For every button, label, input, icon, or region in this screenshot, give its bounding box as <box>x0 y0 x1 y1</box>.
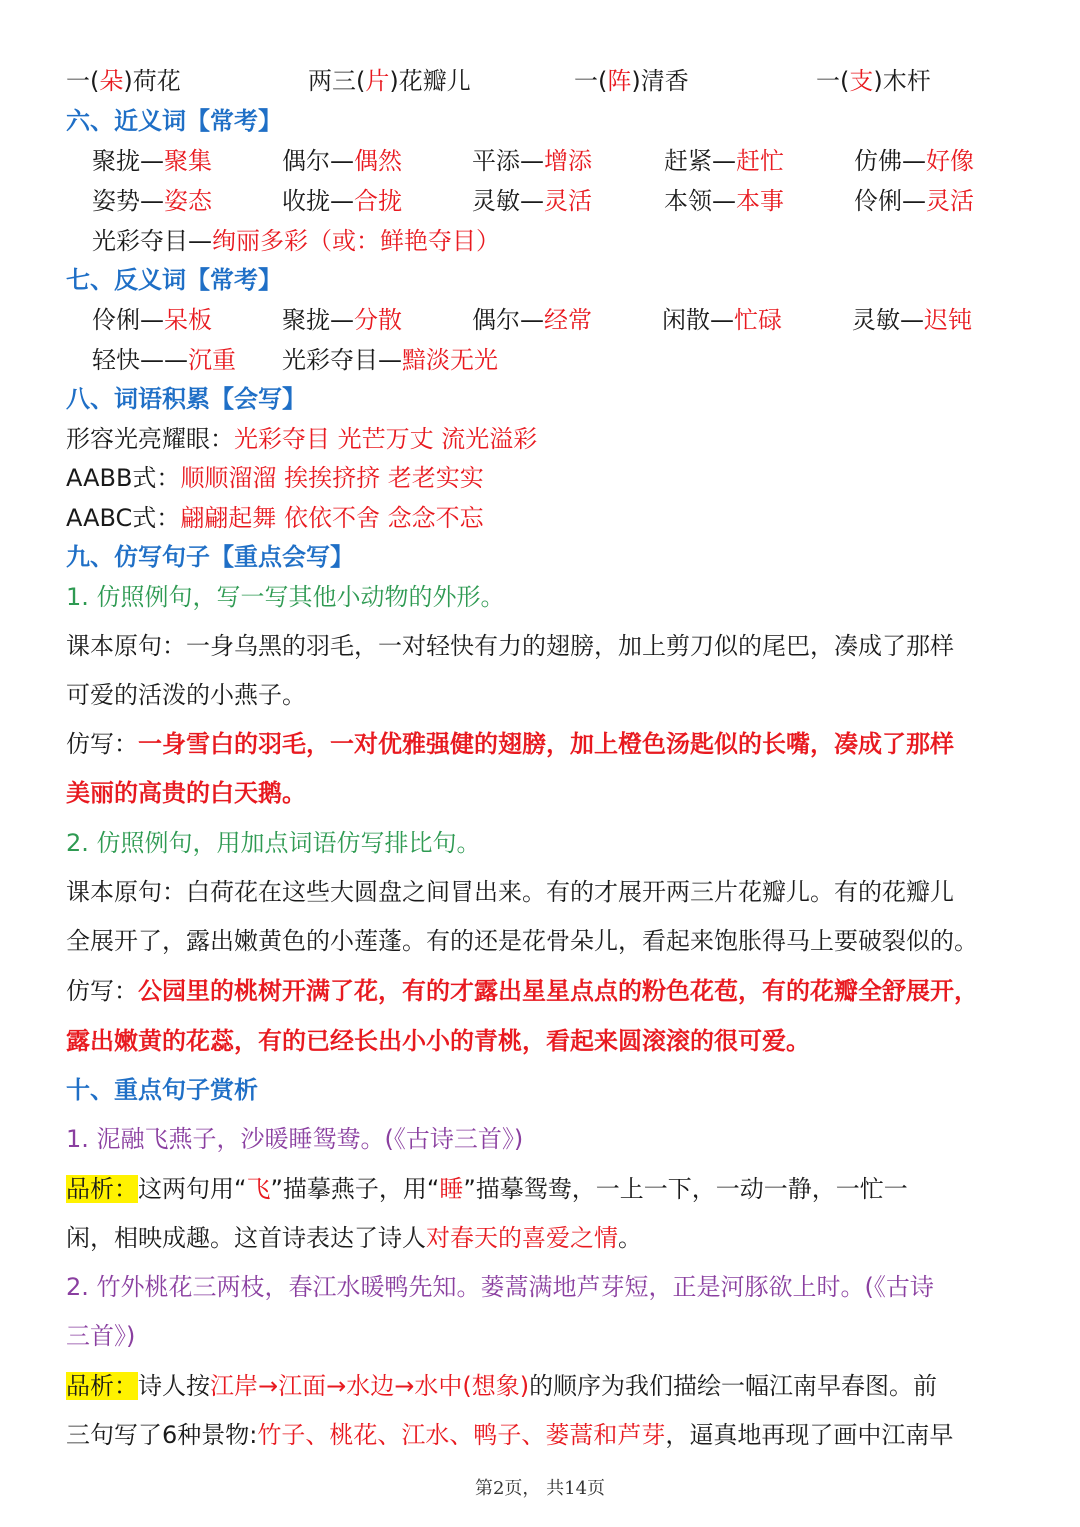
antonym-pair: 伶俐—呆板 <box>92 306 212 334</box>
synonym-pair: 平添—增添 <box>472 147 592 175</box>
section-heading-synonyms: 六、近义词【常考】 <box>66 107 282 135</box>
section-heading-vocabulary: 八、词语积累【会写】 <box>66 385 306 413</box>
section-heading-analysis: 十、重点句子赏析 <box>66 1076 258 1104</box>
analysis-2: 品析：诗人按江岸→江面→水边→水中(想象)的顺序为我们描绘一幅江南早春图。前 <box>66 1372 938 1400</box>
vocab-line: AABC式：翩翩起舞 依依不舍 念念不忘 <box>66 504 484 532</box>
synonym-pair: 赶紧—赶忙 <box>664 147 784 175</box>
synonym-pair: 收拢—合拢 <box>282 187 402 215</box>
synonym-row: 光彩夺目—绚丽多彩（或：鲜艳夺目） <box>92 227 500 255</box>
imitation-1: 仿写：一身雪白的羽毛，一对优雅强健的翅膀，加上橙色汤匙似的长嘴，凑成了那样 <box>66 730 954 758</box>
original-sentence-1-cont: 可爱的活泼的小燕子。 <box>66 681 306 709</box>
synonym-pair: 姿势—姿态 <box>92 187 212 215</box>
section-heading-antonyms: 七、反义词【常考】 <box>66 266 282 294</box>
original-sentence-2: 课本原句：白荷花在这些大圆盘之间冒出来。有的才展开两三片花瓣儿。有的花瓣儿 <box>66 878 954 906</box>
antonym-pair: 聚拢—分散 <box>282 306 402 334</box>
imitation-2: 仿写：公园里的桃树开满了花，有的才露出星星点点的粉色花苞，有的花瓣全舒展开， <box>66 977 978 1005</box>
poem-2: 2. 竹外桃花三两枝，春江水暖鸭先知。蒌蒿满地芦芽短，正是河豚欲上时。(《古诗 <box>66 1273 934 1301</box>
section-heading-imitation: 九、仿写句子【重点会写】 <box>66 543 354 571</box>
antonym-pair: 轻快——沉重 <box>92 346 236 374</box>
measure-item: 一(支)木杆 <box>816 67 931 95</box>
question-2: 2. 仿照例句，用加点词语仿写排比句。 <box>66 829 481 857</box>
synonym-pair: 仿佛—好像 <box>854 147 974 175</box>
original-sentence-2-cont: 全展开了，露出嫩黄色的小莲蓬。有的还是花骨朵儿，看起来饱胀得马上要破裂似的。 <box>66 927 978 955</box>
analysis-2-cont: 三句写了6种景物:竹子、桃花、江水、鸭子、蒌蒿和芦芽，逼真地再现了画中江南早 <box>66 1421 954 1449</box>
page-footer: 第2页， 共14页 <box>474 1478 606 1499</box>
synonym-pair: 聚拢—聚集 <box>92 147 212 175</box>
original-sentence-1: 课本原句：一身乌黑的羽毛，一对轻快有力的翅膀，加上剪刀似的尾巴，凑成了那样 <box>66 632 954 660</box>
analysis-1-cont: 闲，相映成趣。这首诗表达了诗人对春天的喜爱之情。 <box>66 1224 642 1252</box>
synonym-pair: 本领—本事 <box>664 187 784 215</box>
synonym-pair: 伶俐—灵活 <box>854 187 974 215</box>
antonym-pair: 偶尔—经常 <box>472 306 592 334</box>
synonym-pair: 偶尔—偶然 <box>282 147 402 175</box>
measure-item: 两三(片)花瓣儿 <box>308 67 471 95</box>
analysis-label: 品析： <box>66 1372 138 1400</box>
measure-item: 一(阵)清香 <box>574 67 689 95</box>
poem-1: 1. 泥融飞燕子，沙暖睡鸳鸯。(《古诗三首》) <box>66 1125 524 1153</box>
antonym-pair: 闲散—忙碌 <box>662 306 782 334</box>
antonym-pair: 光彩夺目—黯淡无光 <box>282 346 498 374</box>
imitation-2-cont: 露出嫩黄的花蕊，有的已经长出小小的青桃，看起来圆滚滚的很可爱。 <box>66 1027 810 1055</box>
vocab-line: 形容光亮耀眼：光彩夺目 光芒万丈 流光溢彩 <box>66 425 538 453</box>
analysis-1: 品析：这两句用“飞”描摹燕子，用“睡”描摹鸳鸯，一上一下，一动一静，一忙一 <box>66 1175 908 1203</box>
analysis-label: 品析： <box>66 1175 138 1203</box>
vocab-line: AABB式：顺顺溜溜 挨挨挤挤 老老实实 <box>66 464 484 492</box>
measure-item: 一(朵)荷花 <box>66 67 181 95</box>
synonym-pair: 灵敏—灵活 <box>472 187 592 215</box>
poem-2-cont: 三首》) <box>66 1322 136 1350</box>
antonym-pair: 灵敏—迟钝 <box>852 306 972 334</box>
question-1: 1. 仿照例句，写一写其他小动物的外形。 <box>66 583 505 611</box>
imitation-1-cont: 美丽的高贵的白天鹅。 <box>66 779 306 807</box>
